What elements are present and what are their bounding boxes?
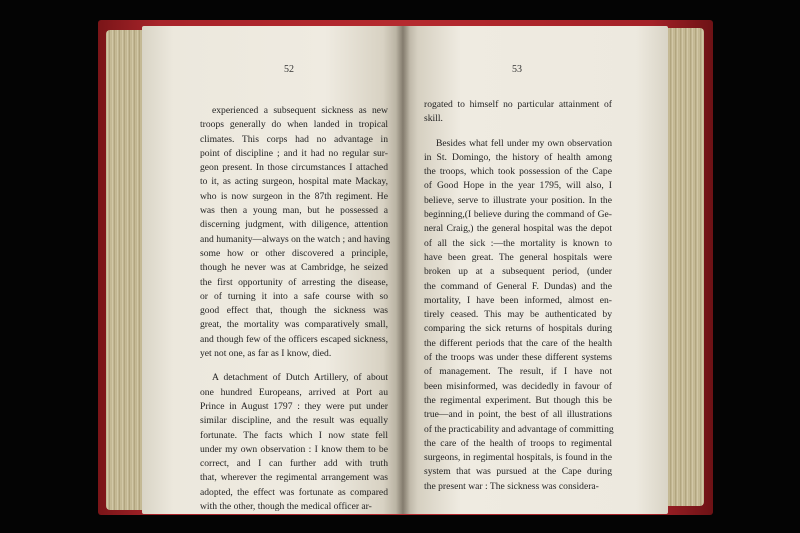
text-line: been misinformed, was decidedly in favour of <box>424 380 612 392</box>
paragraph <box>424 98 612 127</box>
text-line: the care of the health of troops to regimental <box>424 437 612 449</box>
text-line: skill. <box>424 113 443 125</box>
text-line: to it, as acting surgeon, hospital mate Mackay, <box>200 176 388 188</box>
text-line: climates. This corps had no advantage in <box>200 133 388 145</box>
text-line: system that was pursued at the Cape during <box>424 466 612 478</box>
text-line: who is now surgeon in the 87th regiment. He <box>200 190 388 202</box>
text-line: the troops, which took possession of the Cape <box>424 166 612 178</box>
text-line: discerning judgment, with diligence, attention <box>200 219 388 231</box>
text-line: troops generally do when landed in tropical <box>200 119 388 131</box>
text-line: of management. The result, if I have not <box>424 366 612 378</box>
text-line: point of discipline ; and it had no regular sur- <box>200 147 388 159</box>
text-line: was then a young man, but he possessed a <box>200 205 388 217</box>
text-line: tirely ceased. This may be authenticated by <box>424 309 612 321</box>
text-line: Prince in August 1797 : they were put under <box>200 400 388 412</box>
text-line: of the troops was under these different systems <box>424 352 612 364</box>
right-page-text <box>424 98 612 494</box>
right-page-number: 53 <box>512 64 522 75</box>
text-line: the different periods that the care of the health <box>424 337 612 349</box>
text-line: beginning,(I believe during the command of Ge- <box>424 209 612 221</box>
text-line: of the practicability and advantage of committing <box>424 423 614 435</box>
text-line: with the other, though the medical officer ar- <box>200 501 372 513</box>
text-line: experienced a subsequent sickness as new <box>212 105 388 116</box>
paragraph-gap <box>200 361 388 371</box>
text-line: comparing the sick returns of hospitals during <box>424 323 612 335</box>
text-line: the first opportunity of arresting the disease, <box>200 276 388 288</box>
text-line: surgeons, in regimental hospitals, is found in the <box>424 452 612 464</box>
text-line: fortunate. The facts which I now state fell <box>200 429 388 441</box>
text-line: adopted, the effect was fortunate as compared <box>200 486 388 498</box>
left-page-text <box>200 104 388 514</box>
text-line: have been great. The general hospitals were <box>424 251 612 263</box>
paragraph-gap <box>424 127 612 137</box>
text-line: broken up at a subsequent period, (under <box>424 266 612 278</box>
text-line: good effect that, though the sickness was <box>200 305 388 317</box>
text-line: the command of General F. Dundas) and the <box>424 280 612 292</box>
text-line: one hundred Europeans, arrived at Port au <box>200 386 388 398</box>
text-line: the present war : The sickness was considera- <box>424 480 599 492</box>
text-line: and humanity—always on the watch ; and having <box>200 233 390 245</box>
text-line: believe, serve to illustrate your position. In the <box>424 194 612 206</box>
paragraph <box>200 371 388 514</box>
text-line: true—and in point, the best of all illustrations <box>424 409 612 421</box>
left-page-number: 52 <box>284 64 294 75</box>
text-line: under my own observation : I know them to be <box>200 443 388 455</box>
text-line: similar discipline, and the result was equally <box>200 415 388 427</box>
text-line: in St. Domingo, the history of health among <box>424 151 612 163</box>
text-line: correct, and I can further add with truth <box>200 458 388 470</box>
text-line: or of turning it into a safe course with so <box>200 290 388 302</box>
page-edges-right <box>664 28 704 506</box>
text-line: and though few of the officers escaped sickness, <box>200 333 388 345</box>
text-line: geon present. In those circumstances I attached <box>200 162 388 174</box>
text-line: the regimental experiment. But though this be <box>424 394 612 406</box>
text-line: that, wherever the regimental arrangement was <box>200 472 388 484</box>
text-line: Besides what fell under my own observation <box>436 137 612 149</box>
paragraph <box>200 104 388 361</box>
text-line: of Good Hope in the year 1795, will also, I <box>424 180 612 192</box>
text-line: yet not one, as far as I know, died. <box>200 348 332 360</box>
text-line: some how or other discovered a principle, <box>200 247 388 259</box>
text-line: though he never was at Cambridge, he seized <box>200 262 388 274</box>
book-gutter <box>396 26 410 514</box>
paragraph <box>424 137 612 494</box>
text-line: A detachment of Dutch Artillery, of about <box>212 372 388 384</box>
text-line: rogated to himself no particular attainment of <box>424 99 612 110</box>
text-line: neral Craig,) the general hospital was the depot <box>424 223 612 235</box>
text-line: of all the sick :—the mortality is known to <box>424 237 612 249</box>
text-line: great, the mortality was comparatively small, <box>200 319 388 331</box>
text-line: mortality, I have been informed, almost en- <box>424 294 612 306</box>
